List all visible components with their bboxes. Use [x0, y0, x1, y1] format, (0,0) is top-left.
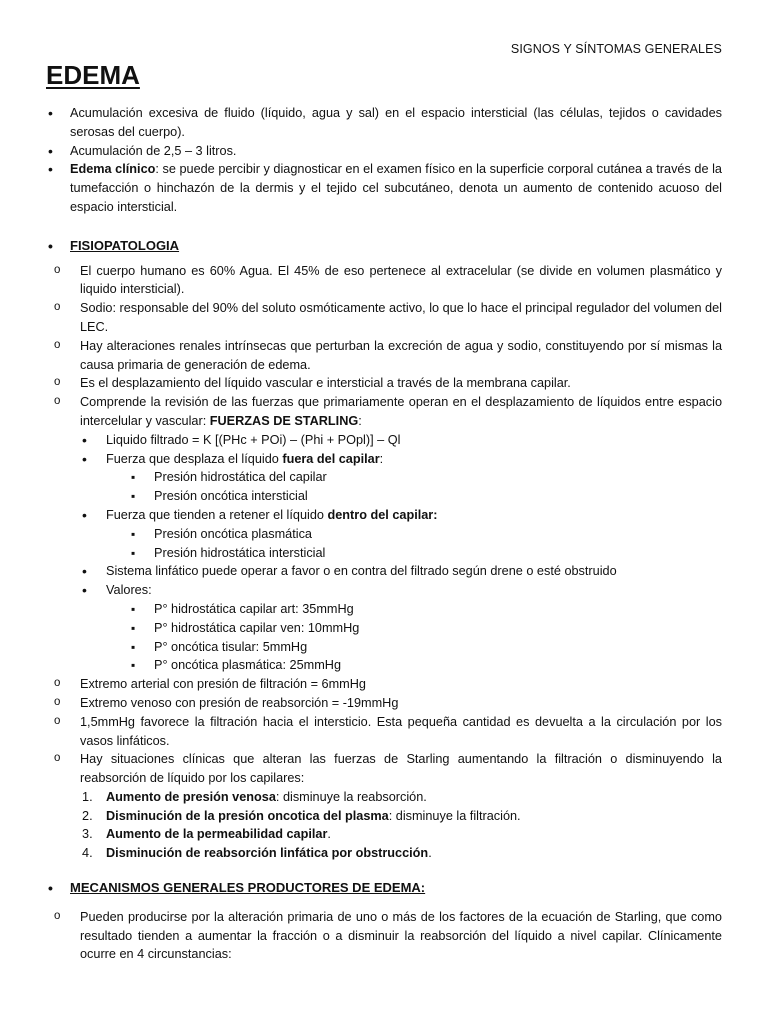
fisiopatologia-heading: • FISIOPATOLOGIA: [46, 237, 722, 256]
fisio-list: [70, 262, 722, 864]
intro-item: • Acumulación de 2,5 – 3 litros.: [46, 142, 722, 161]
list-item: o Es el desplazamiento del líquido vascular e intersticial a través de la membrana capilar.: [46, 374, 722, 393]
intro-list: [46, 104, 722, 217]
list-item: o Sodio: responsable del 90% del soluto osmóticamente activo, lo que lo hace el principal regulador del volumen del LEC.: [46, 299, 722, 337]
in-forces-list: [106, 525, 722, 563]
list-item: • Sistema linfático puede operar a favor o en contra del filtrado según drene o esté obstruido: [70, 562, 722, 581]
document-body: [46, 104, 722, 964]
list-item: • Valores: ▪ P° hidrostática capilar art: 35mmHg ▪ P° hidrostática capilar ven: 10mmHg ▪ P° oncótica tisular: 5mmHg ▪ P° oncótica plasmática: 25mmHg: [70, 581, 722, 675]
mecanismos-section: [46, 879, 722, 964]
list-item: Aumento de presión venosa: disminuye la reabsorción.: [106, 789, 427, 804]
list-item: ▪ Presión oncótica plasmática: [106, 525, 722, 544]
list-item: ▪ P° oncótica tisular: 5mmHg: [106, 638, 722, 657]
list-item: o Hay alteraciones renales intrínsecas que perturban la excreción de agua y sodio, constituyendo por sí mismas la causa primaria de generación de edema.: [46, 337, 722, 375]
list-item: ▪ Presión hidrostática del capilar: [106, 468, 722, 487]
list-item: • Fuerza que desplaza el líquido fuera del capilar: ▪ Presión hidrostática del capilar ▪ Presión oncótica intersticial: [70, 450, 722, 506]
list-item: o El cuerpo humano es 60% Agua. El 45% de eso pertenece al extracelular (se divide en volumen plasmático y liquido intersticial).: [46, 262, 722, 300]
list-item: o Extremo arterial con presión de filtración = 6mmHg: [46, 675, 722, 694]
intro-item: • Edema clínico: se puede percibir y diagnosticar en el examen físico en la superficie corporal cutánea a través de la tumefacción o hinchazón de la dermis y el tejido cel subcutáneo, denota un aumento de contenido acuoso del espacio intersticial.: [46, 160, 722, 216]
list-item: Disminución de reabsorción linfática por obstrucción.: [106, 846, 432, 861]
list-item: ▪ P° hidrostática capilar art: 35mmHg: [106, 600, 722, 619]
list-item: o Pueden producirse por la alteración primaria de uno o más de los factores de la ecuación de Starling, que como resultado tienden a aumentar la fracción o a disminuir la reabsorción del líquido a nivel capilar. Clínicamente ocurre en 4 circunstancias:: [46, 908, 722, 964]
list-item: ▪ P° hidrostática capilar ven: 10mmHg: [106, 619, 722, 638]
page-title: EDEMA: [46, 60, 140, 90]
list-item: o Extremo venoso con presión de reabsorción = -19mmHg: [46, 694, 722, 713]
list-item: ▪ P° oncótica plasmática: 25mmHg: [106, 656, 722, 675]
list-item: ▪ Presión hidrostática intersticial: [106, 544, 722, 563]
formula: • Liquido filtrado = K [(PHc + POi) – (Phi + POpl)] – Ql: [70, 431, 722, 450]
list-item: ▪ Presión oncótica intersticial: [106, 487, 722, 506]
starling-sublist: [70, 431, 722, 675]
numbered-list: [70, 788, 722, 863]
valores-list: [106, 600, 722, 675]
mecanismos-heading: • MECANISMOS GENERALES PRODUCTORES DE EDEMA:: [46, 879, 722, 898]
list-item: Aumento de la permeabilidad capilar.: [106, 827, 331, 842]
list-item: o Hay situaciones clínicas que alteran las fuerzas de Starling aumentando la filtración o disminuyendo la reabsorción de líquido por los capilares: Aumento de presión venosa: disminuye la reabsorción. Disminución de la presión oncotica del plasma: disminuye la filtración. Aumento de la permeabilidad capilar. Disminución de reabsorción linfática por obstrucción.: [46, 750, 722, 863]
mecanismos-list: [70, 908, 722, 964]
out-forces-list: [106, 468, 722, 506]
list-item: • Fuerza que tienden a retener el líquido dentro del capilar: ▪ Presión oncótica plasmática ▪ Presión hidrostática intersticial: [70, 506, 722, 562]
fisiopatologia-section: [46, 237, 722, 863]
page-header: SIGNOS Y SÍNTOMAS GENERALES: [510, 42, 722, 56]
list-item: o Comprende la revisión de las fuerzas que primariamente operan en el desplazamiento de líquidos entre espacio intercelular y vascular: FUERZAS DE STARLING: • Liquido filtrado = K [(PHc + POi) – (Phi + POpl)] – Ql • Fuerza que desplaza el líquido fuera del capilar: ▪ Presión hidrostática del capilar ▪ Presión oncótica intersticial • Fuerza que tienden a retener el líquido dentro del capilar: ▪ Presión oncótica plasmática ▪ Presión hidrostática intersticial • Sistema linfático puede operar a favor o en contra del filtrado según drene o esté obstruido • Valores: ▪ P° hidrostática capilar art: 35mmHg ▪ P° hidrostática capilar ven: 10mmHg ▪ P° oncótica tisular: 5mmHg ▪ P° oncótica plasmática: 25mmHg: [46, 393, 722, 675]
intro-item: • Acumulación excesiva de fluido (líquido, agua y sal) en el espacio intersticial (las células, tejidos o cavidades serosas del cuerpo).: [46, 104, 722, 142]
list-item: o 1,5mmHg favorece la filtración hacia el intersticio. Esta pequeña cantidad es devuelta a la circulación por los vasos linfáticos.: [46, 713, 722, 751]
list-item: Disminución de la presión oncotica del plasma: disminuye la filtración.: [106, 808, 521, 823]
